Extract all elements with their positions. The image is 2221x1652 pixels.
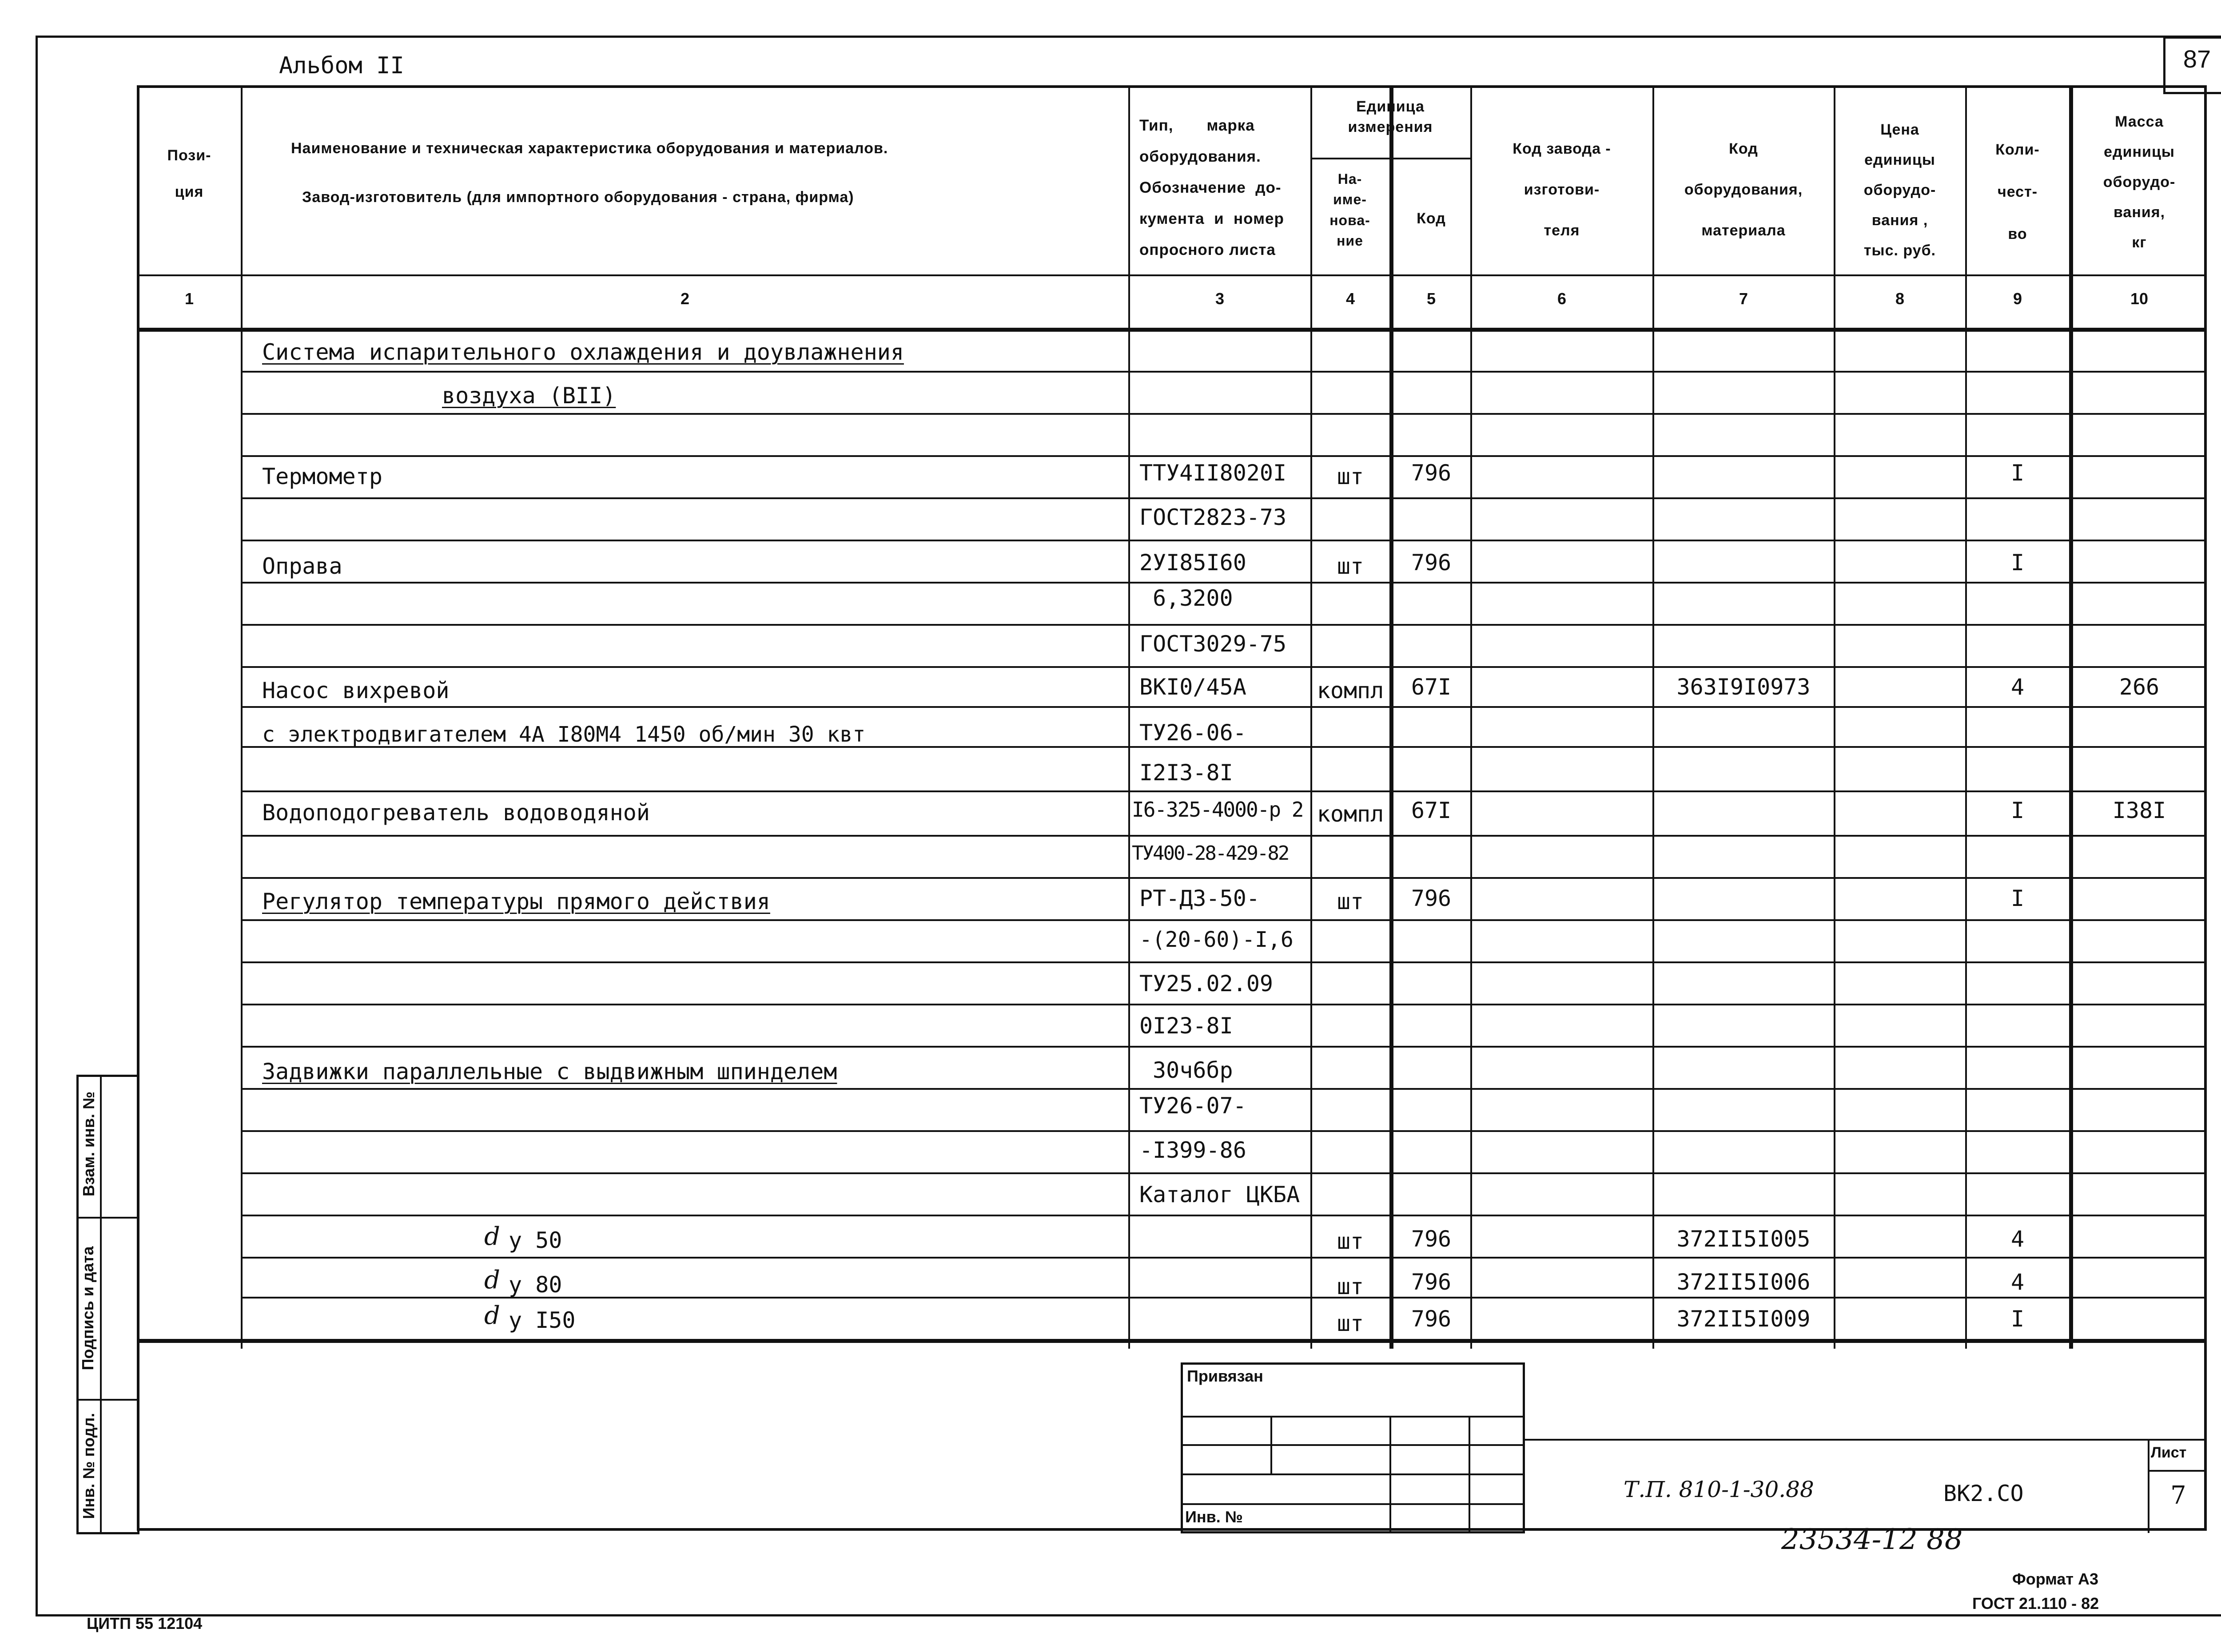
list-label: Лист: [2151, 1444, 2187, 1461]
hdr-pos: Пози- ция: [167, 147, 211, 200]
item-type: I2I3-8I: [1139, 760, 1233, 786]
side-inv: Инв. № подл.: [80, 1413, 98, 1519]
item-name: у 80: [509, 1272, 562, 1298]
section-title: Система испарительного охлаждения и доувлажнения: [262, 339, 904, 365]
item-equip-code: 372II5I006: [1676, 1269, 1811, 1295]
row-line: [241, 455, 2207, 457]
item-name: Задвижки параллельные с выдвижным шпинделем: [262, 1059, 837, 1084]
item-type: 0I23-8I: [1139, 1013, 1233, 1039]
item-type: -I399-86: [1139, 1137, 1246, 1163]
side-vzam: Взам. инв. №: [80, 1091, 98, 1197]
d-symbol: d: [484, 1222, 500, 1251]
item-type: -(20-60)-I,6: [1139, 927, 1294, 952]
col-num-10: 10: [2130, 290, 2149, 308]
row-line: [241, 1130, 2207, 1132]
item-type: ТТУ4II8020I: [1139, 460, 1287, 486]
item-type: РТ-ДЗ-50-: [1139, 886, 1260, 911]
item-unit: шт: [1337, 1228, 1364, 1254]
privyazan-col: [1389, 1416, 1391, 1533]
inv-no-label: Инв. №: [1185, 1508, 1243, 1526]
hdr-name-line2: Завод-изготовитель (для импортного оборудования - страна, фирма): [302, 189, 854, 206]
list-box-divider: [2148, 1470, 2207, 1472]
privyazan-line: [1181, 1416, 1525, 1418]
col-num-4: 4: [1345, 290, 1355, 308]
col-num-9: 9: [2013, 290, 2022, 308]
item-type: ВКI0/45А: [1139, 674, 1246, 700]
hdr-unit-group: Единица измерения: [1348, 98, 1433, 135]
row-line: [241, 706, 2207, 708]
item-code: 796: [1411, 886, 1452, 911]
row-line: [241, 1046, 2207, 1048]
item-code: 796: [1411, 550, 1452, 576]
item-name: Водоподогреватель водоводяной: [262, 800, 650, 826]
item-type: I6-325-4000-р 2: [1132, 798, 1303, 822]
item-qty: I: [2010, 886, 2025, 911]
side-stamp-divider: [76, 1217, 139, 1219]
item-code: 796: [1411, 1226, 1452, 1252]
item-unit: компл: [1317, 801, 1384, 827]
col-num-8: 8: [1895, 290, 1905, 308]
privyazan-col: [1270, 1416, 1272, 1473]
item-code: 796: [1411, 1269, 1452, 1295]
item-unit: шт: [1337, 464, 1364, 489]
list-value: 7: [2170, 1481, 2186, 1510]
item-type: 6,3200: [1153, 585, 1233, 611]
item-qty: 4: [2010, 674, 2025, 700]
item-type: ТУ25.02.09: [1139, 971, 1274, 997]
item-qty: 4: [2010, 1226, 2025, 1252]
item-equip-code: 363I9I0973: [1676, 674, 1811, 700]
col-num-5: 5: [1426, 290, 1436, 308]
item-type: ГОСТ3029-75: [1139, 631, 1287, 657]
row-line: [241, 371, 2207, 373]
privyazan-label: Привязан: [1187, 1367, 1263, 1385]
row-line: [241, 624, 2207, 626]
page-number: 87: [2183, 45, 2211, 73]
item-name: Термометр: [262, 464, 382, 489]
gost-label: ГОСТ 21.110 - 82: [1972, 1594, 2099, 1612]
row-line: [241, 1215, 2207, 1216]
item-name: у I50: [509, 1307, 576, 1333]
privyazan-col: [1469, 1416, 1470, 1533]
row-line: [241, 582, 2207, 584]
item-type: ТУ26-07-: [1139, 1093, 1246, 1119]
row-line: [241, 835, 2207, 837]
hdr-name-line1: Наименование и техническая характеристика оборудования и материалов.: [291, 140, 888, 157]
list-box-divider: [2148, 1439, 2149, 1533]
col-num-1: 1: [184, 290, 194, 308]
col-num-7: 7: [1739, 290, 1748, 308]
item-equip-code: 372II5I005: [1676, 1226, 1811, 1252]
hdr-unit-code: Код: [1417, 210, 1446, 227]
item-mass: 266: [2119, 674, 2160, 700]
hdr-factory-code: Код завода - изготови- теля: [1513, 140, 1611, 239]
item-type: 2УI85I60: [1139, 550, 1246, 576]
album-label: Альбом II: [279, 52, 404, 79]
row-line: [241, 919, 2207, 921]
header-bottom-line: [137, 274, 2207, 276]
item-qty: I: [2010, 798, 2025, 823]
doc-code: Т.П. 810-1-30.88: [1624, 1477, 1814, 1502]
hdr-unit-name: На- име- нова- ние: [1329, 171, 1370, 249]
d-symbol: d: [484, 1301, 500, 1330]
row-line: [241, 1172, 2207, 1174]
number-row-bottom-line: [137, 328, 2207, 332]
item-qty: I: [2010, 1306, 2025, 1332]
row-line: [241, 540, 2207, 541]
unit-group-divider: [1310, 158, 1470, 159]
hdr-price: Цена единицы оборудо- вания , тыс. руб.: [1863, 121, 1936, 259]
item-qty: 4: [2010, 1269, 2025, 1295]
hdr-type: Тип, марка оборудования. Обозначение до- кумента и номер опросного листа: [1139, 117, 1284, 258]
item-equip-code: 372II5I009: [1676, 1306, 1811, 1332]
item-qty: I: [2010, 460, 2025, 486]
item-type: Каталог ЦКБА: [1139, 1182, 1300, 1207]
citp-label: ЦИТП 55 12104: [87, 1614, 203, 1632]
hdr-mass: Масса единицы оборудо- вания, кг: [2103, 113, 2176, 251]
item-type: ТУ400-28-429-82: [1132, 842, 1289, 865]
row-line: [241, 1257, 2207, 1259]
section-title-cont: воздуха (ВII): [442, 383, 616, 409]
item-name: Оправа: [262, 553, 342, 579]
col-num-3: 3: [1215, 290, 1225, 308]
item-unit: шт: [1337, 1310, 1364, 1336]
item-qty: I: [2010, 550, 2025, 576]
item-type: ГОСТ2823-73: [1139, 504, 1287, 530]
col-num-6: 6: [1557, 290, 1567, 308]
item-name: Регулятор температуры прямого действия: [262, 889, 770, 914]
row-line: [241, 1088, 2207, 1090]
row-line: [241, 666, 2207, 668]
hdr-equip-code: Код оборудования, материала: [1684, 140, 1803, 239]
item-mass: I38I: [2112, 798, 2166, 823]
item-code: 796: [1411, 1306, 1452, 1332]
side-podpis: Подпись и дата: [79, 1246, 97, 1370]
item-unit: шт: [1337, 889, 1364, 914]
item-code: 67I: [1411, 798, 1452, 823]
item-unit: шт: [1337, 1274, 1364, 1299]
row-line: [241, 413, 2207, 415]
privyazan-line: [1181, 1444, 1525, 1446]
format-label: Формат А3: [2012, 1570, 2099, 1588]
sheet-code: ВК2.СО: [1943, 1481, 2024, 1506]
d-symbol: d: [484, 1266, 500, 1295]
item-unit: шт: [1337, 553, 1364, 579]
item-code: 67I: [1411, 674, 1452, 700]
row-line: [241, 877, 2207, 879]
privyazan-line: [1181, 1503, 1525, 1505]
item-name: у 50: [509, 1227, 562, 1253]
privyazan-line: [1181, 1473, 1525, 1475]
title-block-line: [1525, 1439, 2207, 1441]
item-unit: компл: [1317, 678, 1384, 703]
item-name: Насос вихревой: [262, 678, 450, 703]
table-body-bottom: [137, 1339, 2207, 1343]
row-line: [241, 961, 2207, 963]
row-line: [241, 790, 2207, 792]
item-code: 796: [1411, 460, 1452, 486]
row-line: [241, 1004, 2207, 1005]
item-type: ТУ26-06-: [1139, 720, 1246, 746]
hdr-qty: Коли- чест- во: [1995, 141, 2040, 243]
item-type: 30ч6бр: [1153, 1057, 1233, 1083]
row-line: [241, 497, 2207, 499]
handwritten-number: 23534-12 88: [1781, 1523, 1963, 1556]
side-stamp-divider: [100, 1075, 102, 1534]
col-num-2: 2: [680, 290, 690, 308]
item-name: с электродвигателем 4А I80М4 1450 об/мин 30 квт: [262, 722, 866, 747]
